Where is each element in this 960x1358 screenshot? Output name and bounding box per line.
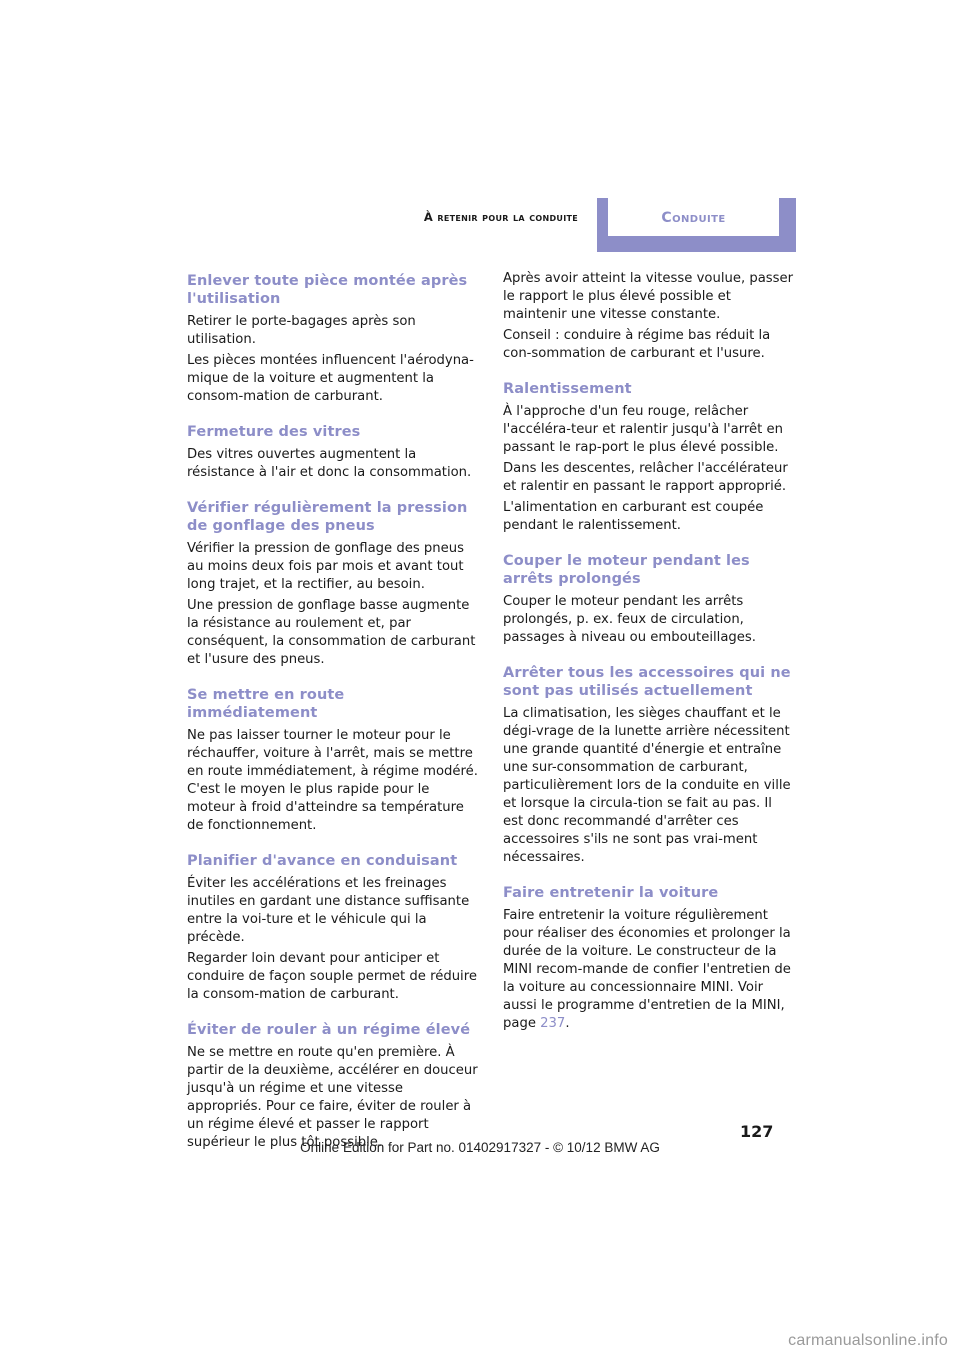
section-heading: Enlever toute pièce montée après l'utilisation <box>187 273 468 307</box>
paragraph: Dans les descentes, relâcher l'accélérateur et ralentir en passant le rapport approprié. <box>503 461 788 494</box>
section-heading: Ralentissement <box>503 381 632 397</box>
paragraph: Une pression de gonflage basse augmente la résistance au roulement et, par conséquent, la consommation de carburant et l'usure des pneus. <box>187 598 476 667</box>
paragraph: Éviter les accélérations et les freinages inutiles en gardant une distance suffisante entre la voi-ture et le véhicule qui la précède. <box>187 876 470 945</box>
paragraph: À l'approche d'un feu rouge, relâcher l'accéléra-teur et ralentir jusqu'à l'arrêt en passant le rap-port le plus élevé possible. <box>503 404 784 455</box>
section-tab-label: Conduite <box>608 198 779 236</box>
right-column <box>503 270 795 1050</box>
section <box>187 272 479 406</box>
section-heading: Vérifier régulièrement la pression de gonflage des pneus <box>187 500 468 534</box>
section <box>503 270 795 363</box>
link-suffix: . <box>565 1016 570 1031</box>
paragraph: L'alimentation en carburant est coupée pendant le ralentissement. <box>503 500 764 533</box>
section <box>503 664 795 867</box>
paragraph: Des vitres ouvertes augmentent la résistance à l'air et donc la consommation. <box>187 447 472 480</box>
section <box>187 852 479 1004</box>
section-tab <box>597 198 796 252</box>
paragraph: Vérifier la pression de gonflage des pneus au moins deux fois par mois et avant tout long trajet, et la rectifier, au besoin. <box>187 541 464 592</box>
section-heading: Fermeture des vitres <box>187 424 361 440</box>
paragraph: Regarder loin devant pour anticiper et conduire de façon souple permet de réduire la consom-mation de carburant. <box>187 951 477 1002</box>
running-title: À retenir pour la conduite <box>423 210 578 224</box>
section <box>187 686 479 835</box>
section <box>187 1021 479 1152</box>
section <box>187 423 479 482</box>
page-number: 127 <box>740 1122 774 1141</box>
footer-edition: Online Edition for Part no. 01402917327 - © 10/12 BMW AG <box>300 1140 660 1155</box>
section <box>503 884 795 1033</box>
paragraph: Les pièces montées influencent l'aérodyna-mique de la voiture et augmentent la consom-mation de carburant. <box>187 353 474 404</box>
paragraph: Ne se mettre en route qu'en première. À partir de la deuxième, accélérer en douceur jusqu'à un régime et une vitesse appropriés. Pour ce faire, éviter de rouler à un régime élevé et passer le rapport supérieur le plus tôt possible. <box>187 1045 478 1150</box>
paragraph <box>503 907 795 1033</box>
paragraph: Retirer le porte-bagages après son utilisation. <box>187 314 416 347</box>
page-reference-link[interactable]: 237 <box>540 1016 566 1031</box>
paragraph: La climatisation, les sièges chauffant et le dégi-vrage de la lunette arrière nécessitent une grande quantité d'énergie et entraîne une sur-consommation de carburant, particulièrement lors de la conduite en ville et lorsque la circula-tion se fait au pas. Il est donc recommandé d'arrêter ces accessoires s'ils ne sont pas vrai-ment nécessaires. <box>503 706 791 865</box>
section-heading: Planifier d'avance en conduisant <box>187 853 458 869</box>
section <box>503 380 795 535</box>
section-heading: Se mettre en route immédiatement <box>187 687 345 721</box>
left-column <box>187 270 479 1169</box>
section <box>187 499 479 669</box>
section-heading: Faire entretenir la voiture <box>503 885 719 901</box>
section-heading: Couper le moteur pendant les arrêts prolongés <box>503 553 750 587</box>
paragraph-text: Faire entretenir la voiture régulièrement pour réaliser des économies et prolonger la durée de la voiture. Le constructeur de la MINI recom-mande de confier l'entretien de la voiture au concessionnaire MINI. Voir aussi le programme d'entretien de la MINI, page <box>503 908 791 1031</box>
watermark-logo: carmanualsonline.info <box>788 1332 948 1349</box>
section-heading: Arrêter tous les accessoires qui ne sont pas utilisés actuellement <box>503 665 791 699</box>
paragraph: Couper le moteur pendant les arrêts prolongés, p. ex. feux de circulation, passages à niveau ou embouteillages. <box>503 594 756 645</box>
section <box>503 552 795 647</box>
paragraph: Conseil : conduire à régime bas réduit la con-sommation de carburant et l'usure. <box>503 328 771 361</box>
paragraph: Ne pas laisser tourner le moteur pour le réchauffer, voiture à l'arrêt, mais se mettre en route immédiatement, à régime modéré. C'est le moyen le plus rapide pour le moteur à froid d'atteindre sa température de fonctionnement. <box>187 728 478 833</box>
section-heading: Éviter de rouler à un régime élevé <box>187 1022 471 1038</box>
paragraph: Après avoir atteint la vitesse voulue, passer le rapport le plus élevé possible et maintenir une vitesse constante. <box>503 271 794 322</box>
